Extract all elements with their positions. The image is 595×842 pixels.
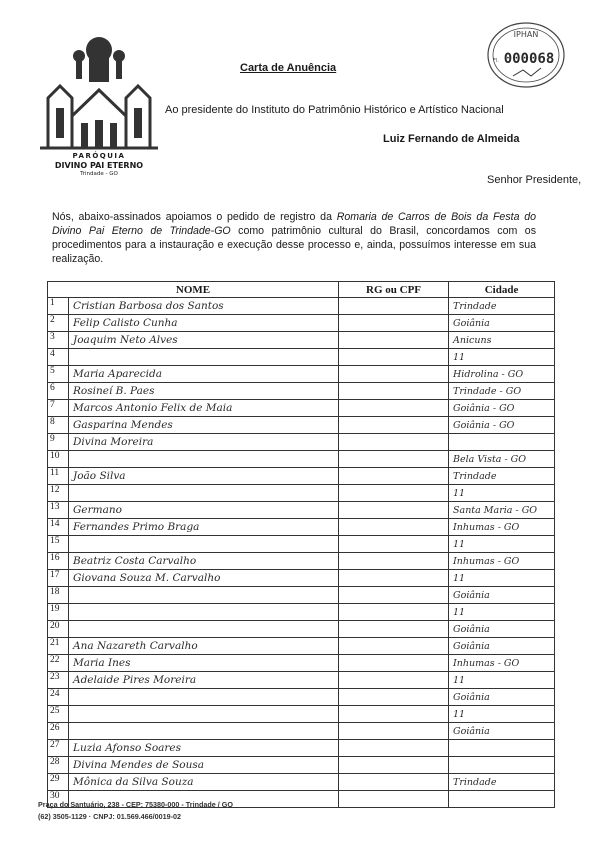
city-cell: 11 bbox=[449, 349, 555, 366]
row-number: 3 bbox=[48, 332, 69, 349]
city-cell bbox=[449, 740, 555, 757]
city-cell: Trindade bbox=[449, 468, 555, 485]
row-number: 25 bbox=[48, 706, 69, 723]
rg-cpf-cell bbox=[339, 791, 449, 808]
rg-cpf-cell bbox=[339, 740, 449, 757]
header-city: Cidade bbox=[449, 282, 555, 298]
row-number: 30 bbox=[48, 791, 69, 808]
rg-cpf-cell bbox=[339, 638, 449, 655]
city-cell bbox=[449, 434, 555, 451]
city-cell: Goiânia bbox=[449, 315, 555, 332]
row-number: 9 bbox=[48, 434, 69, 451]
table-row bbox=[48, 434, 555, 451]
table-row bbox=[48, 774, 555, 791]
city-cell: Anicuns bbox=[449, 332, 555, 349]
city-cell: Goiânia bbox=[449, 587, 555, 604]
rg-cpf-cell bbox=[339, 451, 449, 468]
table-row bbox=[48, 757, 555, 774]
table-row bbox=[48, 349, 555, 366]
city-cell: 11 bbox=[449, 672, 555, 689]
parish-name: DIVINO PAI ETERNO bbox=[54, 161, 144, 170]
rg-cpf-cell bbox=[339, 774, 449, 791]
city-cell: 11 bbox=[449, 485, 555, 502]
signature-name: João Silva bbox=[69, 468, 339, 485]
city-cell: 11 bbox=[449, 604, 555, 621]
table-row bbox=[48, 383, 555, 400]
signature-name: Divina Moreira bbox=[69, 434, 339, 451]
rg-cpf-cell bbox=[339, 417, 449, 434]
signature-name: Gasparina Mendes bbox=[69, 417, 339, 434]
row-number: 29 bbox=[48, 774, 69, 791]
table-row bbox=[48, 740, 555, 757]
table-row bbox=[48, 587, 555, 604]
signature-name: Luzia Afonso Soares bbox=[69, 740, 339, 757]
table-row bbox=[48, 655, 555, 672]
row-number: 13 bbox=[48, 502, 69, 519]
row-number: 1 bbox=[48, 298, 69, 315]
rg-cpf-cell bbox=[339, 587, 449, 604]
signature-name bbox=[69, 604, 339, 621]
rg-cpf-cell bbox=[339, 383, 449, 400]
row-number: 14 bbox=[48, 519, 69, 536]
row-number: 4 bbox=[48, 349, 69, 366]
rg-cpf-cell bbox=[339, 349, 449, 366]
rg-cpf-cell bbox=[339, 604, 449, 621]
row-number: 27 bbox=[48, 740, 69, 757]
stamp-number: 000068 bbox=[503, 51, 555, 67]
city-cell: 11 bbox=[449, 570, 555, 587]
signature-name: Cristian Barbosa dos Santos bbox=[69, 298, 339, 315]
rg-cpf-cell bbox=[339, 502, 449, 519]
signature-name: Beatriz Costa Carvalho bbox=[69, 553, 339, 570]
signature-name: Maria Aparecida bbox=[69, 366, 339, 383]
row-number: 6 bbox=[48, 383, 69, 400]
signature-name bbox=[69, 485, 339, 502]
city-cell: Goiânia bbox=[449, 723, 555, 740]
rg-cpf-cell bbox=[339, 468, 449, 485]
stamp-org: IPHAN bbox=[513, 30, 539, 39]
signature-name: Giovana Souza M. Carvalho bbox=[69, 570, 339, 587]
parish-label: PARÓQUIA bbox=[72, 152, 126, 160]
city-cell: Bela Vista - GO bbox=[449, 451, 555, 468]
row-number: 17 bbox=[48, 570, 69, 587]
greeting: Senhor Presidente, bbox=[487, 174, 582, 186]
signature-name bbox=[69, 723, 339, 740]
city-cell: Santa Maria - GO bbox=[449, 502, 555, 519]
city-cell bbox=[449, 757, 555, 774]
table-row bbox=[48, 332, 555, 349]
table-row bbox=[48, 502, 555, 519]
table-row bbox=[48, 672, 555, 689]
row-number: 23 bbox=[48, 672, 69, 689]
table-row bbox=[48, 553, 555, 570]
city-cell: Trindade bbox=[449, 298, 555, 315]
rg-cpf-cell bbox=[339, 706, 449, 723]
row-number: 20 bbox=[48, 621, 69, 638]
table-row bbox=[48, 519, 555, 536]
table-row bbox=[48, 570, 555, 587]
row-number: 26 bbox=[48, 723, 69, 740]
signature-name bbox=[69, 621, 339, 638]
row-number: 22 bbox=[48, 655, 69, 672]
table-row bbox=[48, 451, 555, 468]
rg-cpf-cell bbox=[339, 485, 449, 502]
signature-name: Divina Mendes de Sousa bbox=[69, 757, 339, 774]
signature-rows bbox=[48, 298, 555, 808]
row-number: 28 bbox=[48, 757, 69, 774]
signature-name: Felip Calisto Cunha bbox=[69, 315, 339, 332]
signature-name bbox=[69, 689, 339, 706]
header-name: NOME bbox=[48, 282, 339, 298]
signature-name bbox=[69, 349, 339, 366]
table-row bbox=[48, 315, 555, 332]
rg-cpf-cell bbox=[339, 553, 449, 570]
rg-cpf-cell bbox=[339, 332, 449, 349]
signature-name: Rosineí B. Paes bbox=[69, 383, 339, 400]
signature-name bbox=[69, 451, 339, 468]
city-cell: Goiânia - GO bbox=[449, 417, 555, 434]
table-row bbox=[48, 366, 555, 383]
signature-name bbox=[69, 536, 339, 553]
footer-contact: (62) 3505-1129 · CNPJ: 01.569.466/0019-02 bbox=[38, 812, 182, 821]
table-row bbox=[48, 723, 555, 740]
signature-name bbox=[69, 587, 339, 604]
rg-cpf-cell bbox=[339, 536, 449, 553]
rg-cpf-cell bbox=[339, 689, 449, 706]
city-cell: Inhumas - GO bbox=[449, 655, 555, 672]
row-number: 15 bbox=[48, 536, 69, 553]
city-cell: 11 bbox=[449, 706, 555, 723]
city-cell: Trindade - GO bbox=[449, 383, 555, 400]
table-row bbox=[48, 400, 555, 417]
row-number: 2 bbox=[48, 315, 69, 332]
signature-name: Marcos Antonio Felix de Maia bbox=[69, 400, 339, 417]
body-part-2: como patrimônio cultural do Brasil, concordamos com os procedimentos para a instauração e execução desse processo e, ainda, possuímos interesse em sua realização. bbox=[52, 225, 536, 265]
table-row bbox=[48, 604, 555, 621]
rg-cpf-cell bbox=[339, 519, 449, 536]
signature-table bbox=[47, 281, 555, 808]
table-row bbox=[48, 706, 555, 723]
table-row bbox=[48, 468, 555, 485]
rg-cpf-cell bbox=[339, 315, 449, 332]
table-row bbox=[48, 621, 555, 638]
row-number: 21 bbox=[48, 638, 69, 655]
row-number: 19 bbox=[48, 604, 69, 621]
rg-cpf-cell bbox=[339, 723, 449, 740]
rg-cpf-cell bbox=[339, 434, 449, 451]
table-row bbox=[48, 638, 555, 655]
iphan-stamp bbox=[483, 18, 569, 92]
table-row bbox=[48, 485, 555, 502]
rg-cpf-cell bbox=[339, 621, 449, 638]
row-number: 5 bbox=[48, 366, 69, 383]
table-row bbox=[48, 689, 555, 706]
body-italic-1: Romaria de Carros de Bois da Festa do Divino Pai Eterno de Trindade-GO bbox=[52, 211, 536, 237]
letter-title: Carta de Anuência bbox=[240, 62, 337, 74]
rg-cpf-cell bbox=[339, 570, 449, 587]
addressee-line: Ao presidente do Instituto do Patrimônio Histórico e Artístico Nacional bbox=[165, 104, 504, 116]
body-part-1: Nós, abaixo-assinados apoiamos o pedido de registro da bbox=[52, 211, 337, 223]
parish-city: Trindade - GO bbox=[80, 171, 118, 177]
city-cell: Goiânia bbox=[449, 689, 555, 706]
rg-cpf-cell bbox=[339, 672, 449, 689]
table-row bbox=[48, 417, 555, 434]
city-cell: Inhumas - GO bbox=[449, 553, 555, 570]
signature-name: Maria Ines bbox=[69, 655, 339, 672]
rg-cpf-cell bbox=[339, 400, 449, 417]
row-number: 10 bbox=[48, 451, 69, 468]
city-cell: Hidrolina - GO bbox=[449, 366, 555, 383]
rg-cpf-cell bbox=[339, 655, 449, 672]
row-number: 11 bbox=[48, 468, 69, 485]
table-row bbox=[48, 536, 555, 553]
city-cell: Inhumas - GO bbox=[449, 519, 555, 536]
row-number: 16 bbox=[48, 553, 69, 570]
signature-name: Fernandes Primo Braga bbox=[69, 519, 339, 536]
signature-name: Germano bbox=[69, 502, 339, 519]
row-number: 18 bbox=[48, 587, 69, 604]
signature-name: Joaquim Neto Alves bbox=[69, 332, 339, 349]
city-cell: 11 bbox=[449, 536, 555, 553]
rg-cpf-cell bbox=[339, 298, 449, 315]
rg-cpf-cell bbox=[339, 366, 449, 383]
signature-name bbox=[69, 706, 339, 723]
city-cell bbox=[449, 791, 555, 808]
stamp-prefix: Fl. bbox=[493, 58, 499, 64]
header-rg-cpf: RG ou CPF bbox=[339, 282, 449, 298]
row-number: 7 bbox=[48, 400, 69, 417]
city-cell: Trindade bbox=[449, 774, 555, 791]
table-header-row bbox=[48, 282, 555, 298]
signature-name: Ana Nazareth Carvalho bbox=[69, 638, 339, 655]
table-row bbox=[48, 298, 555, 315]
city-cell: Goiânia bbox=[449, 621, 555, 638]
city-cell: Goiânia - GO bbox=[449, 400, 555, 417]
row-number: 24 bbox=[48, 689, 69, 706]
recipient-name: Luiz Fernando de Almeida bbox=[383, 133, 520, 145]
footer-address: Praça do Santuário, 238 - CEP: 75380-000 - Trindade / GO bbox=[38, 800, 233, 809]
signature-name: Adelaide Pires Moreira bbox=[69, 672, 339, 689]
church-logo-icon bbox=[40, 28, 158, 150]
signature-name: Mônica da Silva Souza bbox=[69, 774, 339, 791]
city-cell: Goiânia bbox=[449, 638, 555, 655]
row-number: 12 bbox=[48, 485, 69, 502]
rg-cpf-cell bbox=[339, 757, 449, 774]
letter-body bbox=[52, 210, 536, 266]
row-number: 8 bbox=[48, 417, 69, 434]
